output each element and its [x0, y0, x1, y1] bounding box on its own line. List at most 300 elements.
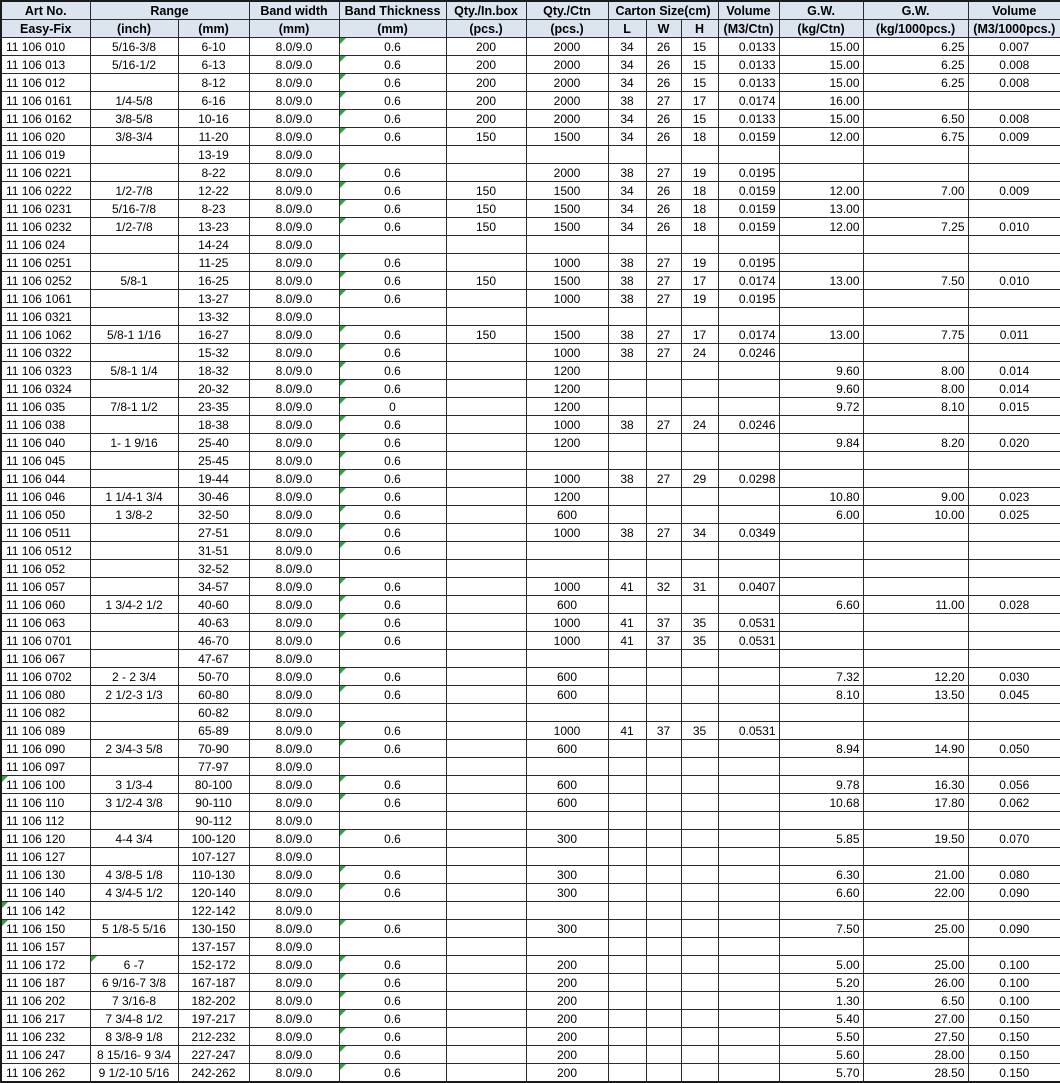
cell-carton-w[interactable]: 27	[646, 92, 681, 110]
cell-art-no[interactable]: 11 106 044	[1, 470, 90, 488]
cell-carton-w[interactable]: 26	[646, 218, 681, 236]
cell-volume-m3-1000pcs[interactable]	[968, 470, 1060, 488]
cell-gw-kg-1000pcs[interactable]: 8.00	[863, 362, 968, 380]
cell-qty-ctn[interactable]: 200	[526, 1064, 608, 1083]
cell-carton-h[interactable]	[681, 434, 718, 452]
cell-carton-h[interactable]	[681, 704, 718, 722]
cell-band-thickness[interactable]	[339, 236, 446, 254]
cell-qty-inbox[interactable]	[446, 1064, 526, 1083]
cell-range-mm[interactable]: 11-25	[178, 254, 249, 272]
cell-art-no[interactable]: 11 106 0161	[1, 92, 90, 110]
cell-art-no[interactable]: 11 106 040	[1, 434, 90, 452]
cell-carton-l[interactable]	[608, 596, 646, 614]
cell-carton-h[interactable]	[681, 992, 718, 1010]
cell-gw-kg-1000pcs[interactable]	[863, 308, 968, 326]
cell-gw-kg-ctn[interactable]	[779, 560, 863, 578]
cell-volume-m3-1000pcs[interactable]: 0.090	[968, 884, 1060, 902]
cell-volume-m3-ctn[interactable]	[718, 686, 779, 704]
cell-band-thickness[interactable]: 0.6	[339, 1046, 446, 1064]
cell-volume-m3-ctn[interactable]: 0.0349	[718, 524, 779, 542]
cell-carton-l[interactable]	[608, 812, 646, 830]
subheader-carton-w[interactable]: W	[646, 20, 681, 38]
cell-carton-h[interactable]	[681, 1010, 718, 1028]
cell-gw-kg-ctn[interactable]	[779, 614, 863, 632]
cell-range-mm[interactable]: 25-40	[178, 434, 249, 452]
cell-band-width[interactable]: 8.0/9.0	[249, 686, 339, 704]
cell-range-inch[interactable]: 1- 1 9/16	[90, 434, 178, 452]
cell-gw-kg-ctn[interactable]: 5.20	[779, 974, 863, 992]
cell-carton-l[interactable]	[608, 1064, 646, 1083]
cell-gw-kg-ctn[interactable]	[779, 758, 863, 776]
cell-band-width[interactable]: 8.0/9.0	[249, 668, 339, 686]
cell-range-mm[interactable]: 65-89	[178, 722, 249, 740]
cell-band-width[interactable]: 8.0/9.0	[249, 326, 339, 344]
cell-qty-ctn[interactable]: 200	[526, 992, 608, 1010]
cell-volume-m3-1000pcs[interactable]	[968, 416, 1060, 434]
cell-carton-l[interactable]: 34	[608, 110, 646, 128]
cell-gw-kg-1000pcs[interactable]: 7.50	[863, 272, 968, 290]
cell-range-mm[interactable]: 182-202	[178, 992, 249, 1010]
cell-volume-m3-1000pcs[interactable]: 0.010	[968, 218, 1060, 236]
cell-art-no[interactable]: 11 106 0232	[1, 218, 90, 236]
cell-carton-h[interactable]: 24	[681, 344, 718, 362]
cell-carton-w[interactable]: 27	[646, 416, 681, 434]
cell-carton-w[interactable]	[646, 704, 681, 722]
cell-range-mm[interactable]: 8-12	[178, 74, 249, 92]
cell-range-inch[interactable]	[90, 722, 178, 740]
cell-volume-m3-ctn[interactable]: 0.0195	[718, 254, 779, 272]
cell-carton-w[interactable]: 27	[646, 272, 681, 290]
cell-gw-kg-1000pcs[interactable]	[863, 236, 968, 254]
cell-carton-l[interactable]	[608, 704, 646, 722]
cell-gw-kg-1000pcs[interactable]: 13.50	[863, 686, 968, 704]
cell-band-width[interactable]: 8.0/9.0	[249, 758, 339, 776]
cell-volume-m3-1000pcs[interactable]	[968, 938, 1060, 956]
cell-range-mm[interactable]: 47-67	[178, 650, 249, 668]
cell-volume-m3-ctn[interactable]	[718, 362, 779, 380]
cell-carton-h[interactable]: 19	[681, 164, 718, 182]
cell-qty-ctn[interactable]: 1500	[526, 128, 608, 146]
cell-art-no[interactable]: 11 106 0252	[1, 272, 90, 290]
header-volume-1000[interactable]: Volume	[968, 1, 1060, 20]
cell-band-width[interactable]: 8.0/9.0	[249, 542, 339, 560]
cell-volume-m3-1000pcs[interactable]: 0.100	[968, 992, 1060, 1010]
cell-volume-m3-1000pcs[interactable]	[968, 758, 1060, 776]
cell-carton-h[interactable]	[681, 668, 718, 686]
cell-carton-w[interactable]	[646, 686, 681, 704]
cell-range-mm[interactable]: 13-23	[178, 218, 249, 236]
cell-qty-ctn[interactable]: 200	[526, 956, 608, 974]
cell-range-inch[interactable]	[90, 560, 178, 578]
cell-qty-inbox[interactable]	[446, 884, 526, 902]
cell-art-no[interactable]: 11 106 080	[1, 686, 90, 704]
cell-range-mm[interactable]: 25-45	[178, 452, 249, 470]
cell-carton-w[interactable]	[646, 308, 681, 326]
cell-band-width[interactable]: 8.0/9.0	[249, 848, 339, 866]
cell-volume-m3-1000pcs[interactable]: 0.100	[968, 974, 1060, 992]
cell-gw-kg-1000pcs[interactable]	[863, 290, 968, 308]
cell-volume-m3-ctn[interactable]: 0.0133	[718, 56, 779, 74]
cell-band-thickness[interactable]: 0.6	[339, 272, 446, 290]
cell-carton-l[interactable]	[608, 452, 646, 470]
cell-band-thickness[interactable]: 0.6	[339, 668, 446, 686]
cell-carton-l[interactable]	[608, 974, 646, 992]
cell-carton-l[interactable]	[608, 434, 646, 452]
cell-range-mm[interactable]: 197-217	[178, 1010, 249, 1028]
cell-volume-m3-ctn[interactable]	[718, 1064, 779, 1083]
cell-range-mm[interactable]: 60-80	[178, 686, 249, 704]
cell-band-width[interactable]: 8.0/9.0	[249, 704, 339, 722]
cell-carton-w[interactable]: 26	[646, 74, 681, 92]
cell-gw-kg-1000pcs[interactable]: 25.00	[863, 956, 968, 974]
cell-range-inch[interactable]	[90, 758, 178, 776]
cell-volume-m3-ctn[interactable]	[718, 848, 779, 866]
cell-qty-ctn[interactable]: 600	[526, 794, 608, 812]
cell-volume-m3-1000pcs[interactable]: 0.150	[968, 1010, 1060, 1028]
cell-carton-w[interactable]: 37	[646, 722, 681, 740]
cell-volume-m3-1000pcs[interactable]: 0.010	[968, 272, 1060, 290]
cell-band-thickness[interactable]: 0.6	[339, 254, 446, 272]
cell-qty-inbox[interactable]	[446, 812, 526, 830]
cell-qty-inbox[interactable]: 150	[446, 200, 526, 218]
cell-volume-m3-1000pcs[interactable]	[968, 290, 1060, 308]
cell-gw-kg-ctn[interactable]	[779, 812, 863, 830]
cell-art-no[interactable]: 11 106 010	[1, 38, 90, 56]
cell-volume-m3-1000pcs[interactable]: 0.030	[968, 668, 1060, 686]
cell-gw-kg-ctn[interactable]: 8.94	[779, 740, 863, 758]
subheader-easy-fix[interactable]: Easy-Fix	[1, 20, 90, 38]
cell-carton-h[interactable]	[681, 938, 718, 956]
cell-range-inch[interactable]: 4-4 3/4	[90, 830, 178, 848]
cell-volume-m3-ctn[interactable]	[718, 776, 779, 794]
cell-gw-kg-1000pcs[interactable]	[863, 722, 968, 740]
cell-band-thickness[interactable]: 0.6	[339, 884, 446, 902]
cell-qty-inbox[interactable]	[446, 452, 526, 470]
cell-art-no[interactable]: 11 106 045	[1, 452, 90, 470]
cell-range-inch[interactable]: 2 - 2 3/4	[90, 668, 178, 686]
header-gw-1000[interactable]: G.W.	[863, 1, 968, 20]
cell-gw-kg-ctn[interactable]: 7.50	[779, 920, 863, 938]
cell-qty-inbox[interactable]	[446, 560, 526, 578]
cell-volume-m3-ctn[interactable]: 0.0195	[718, 164, 779, 182]
cell-qty-ctn[interactable]: 300	[526, 884, 608, 902]
cell-art-no[interactable]: 11 106 020	[1, 128, 90, 146]
cell-art-no[interactable]: 11 106 057	[1, 578, 90, 596]
cell-art-no[interactable]: 11 106 140	[1, 884, 90, 902]
cell-art-no[interactable]: 11 106 050	[1, 506, 90, 524]
cell-gw-kg-1000pcs[interactable]	[863, 92, 968, 110]
cell-carton-w[interactable]	[646, 380, 681, 398]
cell-art-no[interactable]: 11 106 127	[1, 848, 90, 866]
cell-volume-m3-ctn[interactable]	[718, 794, 779, 812]
cell-qty-inbox[interactable]	[446, 506, 526, 524]
cell-qty-inbox[interactable]: 150	[446, 128, 526, 146]
cell-range-inch[interactable]	[90, 452, 178, 470]
cell-volume-m3-1000pcs[interactable]	[968, 722, 1060, 740]
cell-gw-kg-1000pcs[interactable]: 14.90	[863, 740, 968, 758]
cell-band-width[interactable]: 8.0/9.0	[249, 182, 339, 200]
cell-volume-m3-1000pcs[interactable]: 0.028	[968, 596, 1060, 614]
cell-qty-inbox[interactable]	[446, 956, 526, 974]
cell-carton-w[interactable]	[646, 776, 681, 794]
cell-qty-inbox[interactable]	[446, 596, 526, 614]
cell-band-thickness[interactable]: 0.6	[339, 866, 446, 884]
cell-carton-w[interactable]	[646, 398, 681, 416]
cell-range-inch[interactable]: 9 1/2-10 5/16	[90, 1064, 178, 1083]
cell-range-inch[interactable]	[90, 524, 178, 542]
cell-gw-kg-ctn[interactable]: 7.32	[779, 668, 863, 686]
cell-carton-w[interactable]	[646, 920, 681, 938]
cell-qty-ctn[interactable]	[526, 542, 608, 560]
cell-qty-inbox[interactable]	[446, 632, 526, 650]
cell-range-inch[interactable]: 4 3/4-5 1/2	[90, 884, 178, 902]
cell-band-thickness[interactable]: 0	[339, 398, 446, 416]
cell-gw-kg-1000pcs[interactable]: 8.10	[863, 398, 968, 416]
cell-gw-kg-1000pcs[interactable]	[863, 164, 968, 182]
cell-volume-m3-ctn[interactable]: 0.0531	[718, 722, 779, 740]
cell-gw-kg-1000pcs[interactable]	[863, 902, 968, 920]
cell-carton-h[interactable]: 19	[681, 254, 718, 272]
cell-band-width[interactable]: 8.0/9.0	[249, 236, 339, 254]
cell-carton-l[interactable]: 41	[608, 578, 646, 596]
cell-band-thickness[interactable]: 0.6	[339, 164, 446, 182]
cell-band-thickness[interactable]: 0.6	[339, 1028, 446, 1046]
cell-band-width[interactable]: 8.0/9.0	[249, 308, 339, 326]
cell-gw-kg-ctn[interactable]	[779, 524, 863, 542]
cell-qty-ctn[interactable]	[526, 848, 608, 866]
cell-range-inch[interactable]	[90, 848, 178, 866]
cell-carton-w[interactable]: 32	[646, 578, 681, 596]
cell-range-inch[interactable]	[90, 614, 178, 632]
cell-qty-inbox[interactable]	[446, 740, 526, 758]
cell-qty-ctn[interactable]: 1000	[526, 632, 608, 650]
cell-range-inch[interactable]	[90, 74, 178, 92]
cell-range-mm[interactable]: 120-140	[178, 884, 249, 902]
cell-carton-w[interactable]: 26	[646, 200, 681, 218]
cell-volume-m3-ctn[interactable]	[718, 1010, 779, 1028]
cell-volume-m3-1000pcs[interactable]	[968, 200, 1060, 218]
cell-carton-w[interactable]: 26	[646, 110, 681, 128]
cell-range-inch[interactable]	[90, 704, 178, 722]
cell-qty-ctn[interactable]: 2000	[526, 164, 608, 182]
cell-volume-m3-ctn[interactable]: 0.0174	[718, 326, 779, 344]
cell-carton-w[interactable]	[646, 992, 681, 1010]
cell-volume-m3-ctn[interactable]	[718, 560, 779, 578]
cell-range-mm[interactable]: 16-25	[178, 272, 249, 290]
cell-art-no[interactable]: 11 106 0231	[1, 200, 90, 218]
cell-gw-kg-ctn[interactable]: 15.00	[779, 74, 863, 92]
cell-range-inch[interactable]	[90, 902, 178, 920]
cell-carton-h[interactable]	[681, 848, 718, 866]
cell-art-no[interactable]: 11 106 013	[1, 56, 90, 74]
cell-qty-ctn[interactable]: 200	[526, 1028, 608, 1046]
cell-carton-l[interactable]: 38	[608, 254, 646, 272]
cell-carton-h[interactable]	[681, 1046, 718, 1064]
cell-gw-kg-1000pcs[interactable]: 6.25	[863, 56, 968, 74]
cell-volume-m3-1000pcs[interactable]	[968, 578, 1060, 596]
cell-range-mm[interactable]: 13-32	[178, 308, 249, 326]
cell-band-thickness[interactable]: 0.6	[339, 1010, 446, 1028]
subheader-carton-h[interactable]: H	[681, 20, 718, 38]
cell-gw-kg-ctn[interactable]	[779, 416, 863, 434]
cell-art-no[interactable]: 11 106 024	[1, 236, 90, 254]
cell-gw-kg-ctn[interactable]	[779, 938, 863, 956]
cell-range-mm[interactable]: 27-51	[178, 524, 249, 542]
cell-band-thickness[interactable]: 0.6	[339, 362, 446, 380]
cell-qty-inbox[interactable]	[446, 722, 526, 740]
cell-band-width[interactable]: 8.0/9.0	[249, 1046, 339, 1064]
cell-carton-h[interactable]	[681, 506, 718, 524]
cell-volume-m3-ctn[interactable]	[718, 434, 779, 452]
cell-qty-inbox[interactable]	[446, 236, 526, 254]
cell-art-no[interactable]: 11 106 120	[1, 830, 90, 848]
cell-gw-kg-1000pcs[interactable]	[863, 578, 968, 596]
cell-range-mm[interactable]: 19-44	[178, 470, 249, 488]
cell-band-thickness[interactable]: 0.6	[339, 686, 446, 704]
cell-art-no[interactable]: 11 106 100	[1, 776, 90, 794]
subheader-gw-kg-ctn[interactable]: (kg/Ctn)	[779, 20, 863, 38]
cell-art-no[interactable]: 11 106 060	[1, 596, 90, 614]
cell-carton-l[interactable]	[608, 146, 646, 164]
cell-qty-ctn[interactable]: 2000	[526, 56, 608, 74]
cell-volume-m3-1000pcs[interactable]: 0.150	[968, 1046, 1060, 1064]
cell-qty-ctn[interactable]: 2000	[526, 38, 608, 56]
cell-gw-kg-1000pcs[interactable]	[863, 542, 968, 560]
cell-qty-inbox[interactable]: 200	[446, 92, 526, 110]
cell-band-width[interactable]: 8.0/9.0	[249, 992, 339, 1010]
cell-volume-m3-ctn[interactable]: 0.0159	[718, 128, 779, 146]
header-volume-ctn[interactable]: Volume	[718, 1, 779, 20]
cell-volume-m3-ctn[interactable]	[718, 650, 779, 668]
cell-art-no[interactable]: 11 106 0702	[1, 668, 90, 686]
cell-range-inch[interactable]: 8 3/8-9 1/8	[90, 1028, 178, 1046]
cell-range-inch[interactable]: 7/8-1 1/2	[90, 398, 178, 416]
cell-qty-inbox[interactable]	[446, 704, 526, 722]
cell-carton-l[interactable]	[608, 686, 646, 704]
cell-band-thickness[interactable]: 0.6	[339, 992, 446, 1010]
cell-volume-m3-ctn[interactable]	[718, 812, 779, 830]
cell-qty-ctn[interactable]	[526, 560, 608, 578]
cell-gw-kg-1000pcs[interactable]	[863, 470, 968, 488]
cell-qty-inbox[interactable]	[446, 1010, 526, 1028]
cell-volume-m3-1000pcs[interactable]: 0.009	[968, 128, 1060, 146]
cell-range-inch[interactable]: 1 3/8-2	[90, 506, 178, 524]
cell-volume-m3-1000pcs[interactable]	[968, 146, 1060, 164]
header-qty-inbox[interactable]: Qty./In.box	[446, 1, 526, 20]
cell-art-no[interactable]: 11 106 0321	[1, 308, 90, 326]
cell-range-mm[interactable]: 152-172	[178, 956, 249, 974]
cell-gw-kg-ctn[interactable]	[779, 146, 863, 164]
cell-carton-w[interactable]	[646, 1010, 681, 1028]
cell-volume-m3-ctn[interactable]: 0.0246	[718, 344, 779, 362]
cell-band-width[interactable]: 8.0/9.0	[249, 92, 339, 110]
cell-qty-ctn[interactable]: 2000	[526, 74, 608, 92]
cell-gw-kg-ctn[interactable]	[779, 164, 863, 182]
cell-qty-ctn[interactable]: 1200	[526, 362, 608, 380]
cell-art-no[interactable]: 11 106 172	[1, 956, 90, 974]
cell-band-width[interactable]: 8.0/9.0	[249, 362, 339, 380]
cell-volume-m3-1000pcs[interactable]	[968, 344, 1060, 362]
cell-range-inch[interactable]: 2 3/4-3 5/8	[90, 740, 178, 758]
cell-band-thickness[interactable]	[339, 560, 446, 578]
cell-range-inch[interactable]	[90, 542, 178, 560]
cell-range-inch[interactable]	[90, 470, 178, 488]
cell-carton-h[interactable]: 17	[681, 92, 718, 110]
cell-carton-h[interactable]	[681, 1064, 718, 1083]
cell-gw-kg-1000pcs[interactable]: 7.00	[863, 182, 968, 200]
cell-carton-w[interactable]: 27	[646, 254, 681, 272]
cell-qty-ctn[interactable]: 600	[526, 596, 608, 614]
cell-gw-kg-ctn[interactable]: 6.00	[779, 506, 863, 524]
cell-qty-inbox[interactable]	[446, 794, 526, 812]
cell-carton-w[interactable]	[646, 362, 681, 380]
cell-qty-ctn[interactable]: 600	[526, 776, 608, 794]
cell-carton-h[interactable]	[681, 236, 718, 254]
cell-carton-h[interactable]	[681, 956, 718, 974]
subheader-band-width-mm[interactable]: (mm)	[249, 20, 339, 38]
cell-volume-m3-1000pcs[interactable]: 0.007	[968, 38, 1060, 56]
cell-qty-ctn[interactable]: 2000	[526, 110, 608, 128]
cell-carton-h[interactable]: 18	[681, 218, 718, 236]
cell-carton-l[interactable]	[608, 650, 646, 668]
cell-band-width[interactable]: 8.0/9.0	[249, 146, 339, 164]
cell-qty-ctn[interactable]: 1000	[526, 614, 608, 632]
cell-band-thickness[interactable]: 0.6	[339, 470, 446, 488]
cell-volume-m3-1000pcs[interactable]	[968, 542, 1060, 560]
cell-qty-ctn[interactable]: 1000	[526, 722, 608, 740]
cell-gw-kg-1000pcs[interactable]	[863, 704, 968, 722]
cell-carton-w[interactable]	[646, 956, 681, 974]
cell-gw-kg-1000pcs[interactable]: 21.00	[863, 866, 968, 884]
cell-volume-m3-1000pcs[interactable]	[968, 614, 1060, 632]
cell-band-width[interactable]: 8.0/9.0	[249, 200, 339, 218]
cell-range-inch[interactable]: 1/2-7/8	[90, 218, 178, 236]
cell-volume-m3-1000pcs[interactable]	[968, 452, 1060, 470]
cell-band-thickness[interactable]: 0.6	[339, 794, 446, 812]
cell-range-inch[interactable]: 5/16-7/8	[90, 200, 178, 218]
cell-gw-kg-1000pcs[interactable]: 19.50	[863, 830, 968, 848]
cell-band-thickness[interactable]: 0.6	[339, 596, 446, 614]
cell-gw-kg-ctn[interactable]	[779, 704, 863, 722]
cell-carton-h[interactable]: 18	[681, 182, 718, 200]
cell-carton-l[interactable]: 38	[608, 164, 646, 182]
cell-carton-w[interactable]: 26	[646, 128, 681, 146]
cell-band-thickness[interactable]: 0.6	[339, 542, 446, 560]
cell-range-inch[interactable]	[90, 380, 178, 398]
cell-qty-inbox[interactable]	[446, 668, 526, 686]
cell-band-thickness[interactable]	[339, 146, 446, 164]
cell-art-no[interactable]: 11 106 157	[1, 938, 90, 956]
cell-gw-kg-1000pcs[interactable]: 11.00	[863, 596, 968, 614]
cell-band-thickness[interactable]: 0.6	[339, 344, 446, 362]
cell-gw-kg-1000pcs[interactable]: 7.75	[863, 326, 968, 344]
cell-art-no[interactable]: 11 106 1061	[1, 290, 90, 308]
cell-band-thickness[interactable]: 0.6	[339, 326, 446, 344]
cell-gw-kg-ctn[interactable]: 9.60	[779, 380, 863, 398]
cell-band-thickness[interactable]	[339, 848, 446, 866]
cell-qty-inbox[interactable]	[446, 524, 526, 542]
cell-range-inch[interactable]: 3 1/3-4	[90, 776, 178, 794]
cell-volume-m3-1000pcs[interactable]	[968, 560, 1060, 578]
cell-gw-kg-ctn[interactable]	[779, 632, 863, 650]
cell-range-mm[interactable]: 107-127	[178, 848, 249, 866]
cell-band-thickness[interactable]: 0.6	[339, 56, 446, 74]
cell-range-mm[interactable]: 15-32	[178, 344, 249, 362]
cell-gw-kg-1000pcs[interactable]	[863, 344, 968, 362]
subheader-qty-ctn-pcs[interactable]: (pcs.)	[526, 20, 608, 38]
cell-range-mm[interactable]: 110-130	[178, 866, 249, 884]
cell-art-no[interactable]: 11 106 0222	[1, 182, 90, 200]
